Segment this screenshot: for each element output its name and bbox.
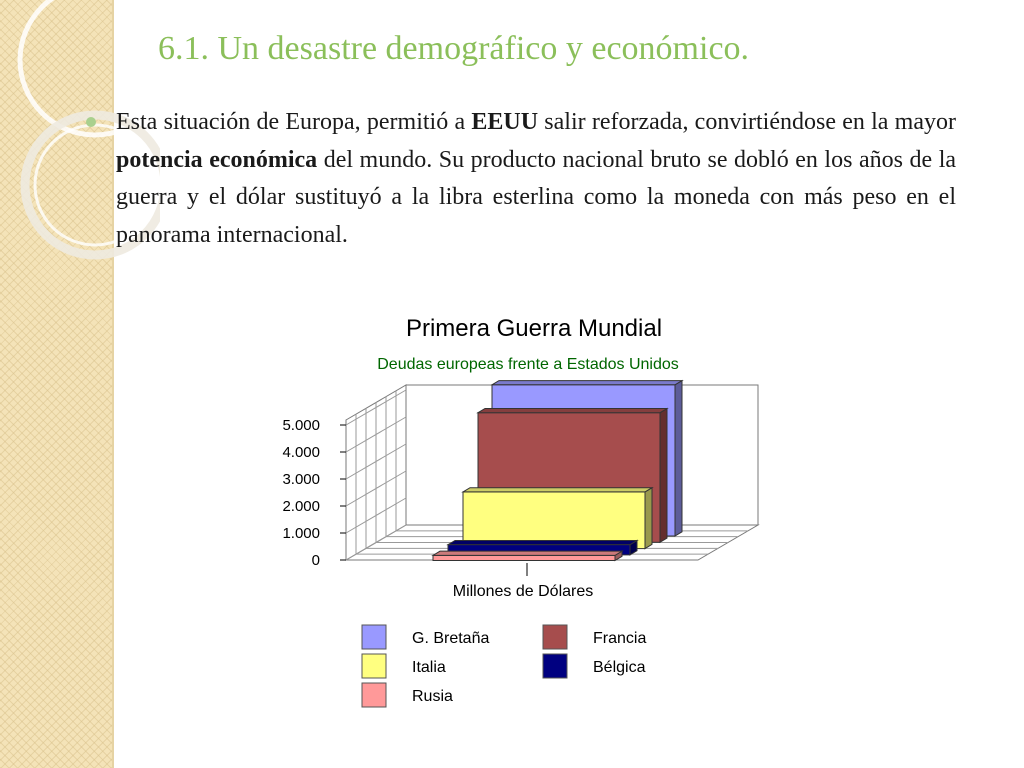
y-tick-label: 0 — [311, 552, 320, 569]
bar-rusia — [433, 555, 615, 560]
x-axis-label: Millones de Dólares — [452, 583, 594, 600]
paragraph-bold-potencia: potencia económica — [116, 146, 318, 173]
chart-title: Primera Guerra Mundial — [405, 315, 663, 342]
paragraph-text-3: del mundo. Su producto nacional bruto se dobló en los años de la guerra y el dólar sustituyó a la libra esterlina como la moneda con más peso en el panorama internacional. — [116, 146, 957, 248]
chart-subtitle: Deudas europeas frente a Estados Unidos — [377, 356, 679, 373]
legend-swatch — [362, 625, 386, 649]
legend-swatch — [543, 625, 567, 649]
y-tick-label: 1.000 — [282, 525, 320, 542]
slide-title: 6.1. Un desastre demográfico y económico. — [158, 30, 750, 67]
legend-label: Francia — [593, 630, 647, 647]
paragraph-text-1: Esta situación de Europa, permitió a — [116, 109, 472, 135]
y-tick-label: 5.000 — [282, 417, 320, 434]
bar-top-b-lgica — [448, 540, 637, 544]
y-tick-label: 3.000 — [282, 471, 320, 488]
bar-top-francia — [478, 409, 667, 413]
bar-side-g--breta-a — [675, 381, 682, 536]
y-tick-label: 2.000 — [282, 498, 320, 515]
legend-swatch — [362, 683, 386, 707]
bar-top-g--breta-a — [492, 381, 682, 385]
legend-swatch — [362, 654, 386, 678]
bar-top-italia — [463, 488, 652, 492]
bar-side-italia — [645, 488, 652, 549]
paragraph-bold-eeuu: EEUU — [471, 109, 539, 135]
legend-swatch — [543, 654, 567, 678]
y-tick-label: 4.000 — [282, 444, 320, 461]
bullet-icon — [86, 117, 96, 127]
body-paragraph — [116, 104, 956, 254]
legend-label: Italia — [412, 659, 446, 676]
chart-legend — [362, 625, 646, 707]
legend-label: G. Bretaña — [412, 630, 490, 647]
bar-chart — [250, 300, 810, 720]
legend-label: Rusia — [412, 688, 453, 705]
bar-top-rusia — [433, 551, 622, 555]
paragraph-text-2: salir reforzada, convirtiéndose en la mayor — [538, 109, 956, 135]
legend-label: Bélgica — [593, 659, 646, 676]
bar-side-francia — [660, 409, 667, 543]
chart-plot-area — [282, 381, 758, 576]
